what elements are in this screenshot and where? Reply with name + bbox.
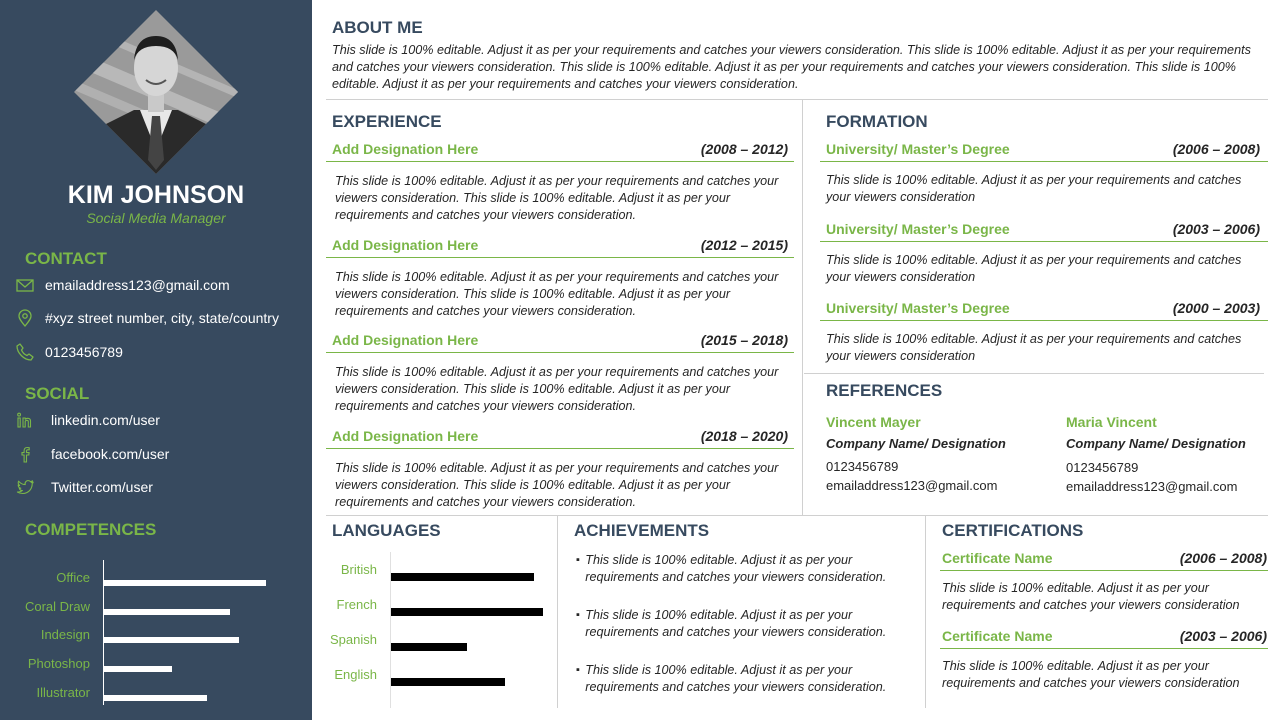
language-label: French [336,597,377,612]
language-bar [391,608,543,616]
experience-item-header [326,428,794,449]
reference-phone[interactable]: 0123456789 [826,459,899,474]
experience-heading: EXPERIENCE [332,112,442,131]
reference-phone[interactable]: 0123456789 [1066,460,1139,475]
competences-heading: COMPETENCES [25,520,157,539]
achievement-text: This slide is 100% editable. Adjust it as per your requirements and catches your viewers consideration. [585,663,887,694]
certifications-heading: CERTIFICATIONS [942,521,1084,540]
competence-bar [104,580,266,586]
bullet-icon: ▪ [576,609,580,621]
reference-email[interactable]: emailaddress123@gmail.com [826,478,998,493]
contact-heading: CONTACT [25,249,107,268]
envelope-icon [14,274,36,296]
language-label: British [340,562,377,577]
formation-item-text: This slide is 100% editable. Adjust it as per your requirements and catches your viewers consideration [826,332,1242,363]
achievement-text: This slide is 100% editable. Adjust it as per your requirements and catches your viewers consideration. [585,608,887,639]
experience-item-dates: (2008 – 2012) [700,141,788,157]
contact-email[interactable] [14,274,230,296]
phone-icon [14,341,36,363]
divider [925,516,926,708]
formation-item-header [820,221,1268,242]
experience-item-text: This slide is 100% editable. Adjust it as per your requirements and catches your viewers consideration. This slide is 100% editable. Adjust it as per your requirements and catches your viewers consideration. [335,365,779,413]
formation-item-title: University/ Master’s Degree [826,141,1010,157]
experience-item-title: Add Designation Here [332,427,479,444]
experience-item-dates: (2012 – 2015) [700,236,788,253]
social-twitter-text: Twitter.com/user [51,479,153,495]
formation-item-text: This slide is 100% editable. Adjust it as per your requirements and catches your viewers consideration [826,173,1242,204]
competence-bar [104,609,230,615]
experience-item-header [326,332,794,353]
language-bar [391,643,467,651]
formation-item-dates: (2003 – 2006) [1172,220,1260,237]
achievement-item [576,662,916,696]
divider [802,100,803,515]
social-twitter[interactable] [14,476,153,498]
contact-phone[interactable] [14,341,123,363]
social-linkedin-text: linkedin.com/user [51,412,160,428]
experience-item-header [326,141,794,162]
social-heading: SOCIAL [25,384,90,403]
profile-name: KIM JOHNSON [67,181,245,209]
certification-item-text: This slide is 100% editable. Adjust it as per your requirements and catches your viewers consideration [942,659,1240,690]
experience-item-text: This slide is 100% editable. Adjust it as per your requirements and catches your viewers consideration. This slide is 100% editable. Adjust it as per your requirements and catches your viewers consideration. [335,460,779,509]
reference-company: Company Name/ Designation [1066,436,1246,451]
competence-label: Illustrator [36,684,90,700]
competence-bar [104,637,239,643]
contact-phone-text: 0123456789 [45,344,123,360]
formation-heading: FORMATION [826,112,928,131]
experience-item-text: This slide is 100% editable. Adjust it as per your requirements and catches your viewers consideration. This slide is 100% editable. Adjust it as per your requirements and catches your viewers consideration. [335,269,779,318]
references-heading: REFERENCES [826,381,943,400]
twitter-bird-icon [14,476,36,498]
formation-item-title: University/ Master’s Degree [826,220,1010,237]
certification-item-header [940,550,1268,571]
reference-name: Maria Vincent [1066,414,1157,430]
achievement-text: This slide is 100% editable. Adjust it as per your requirements and catches your viewers consideration. [585,553,887,584]
linkedin-icon [14,409,36,431]
competence-bar [104,666,172,672]
language-label: Spanish [330,632,377,647]
certification-item-text: This slide is 100% editable. Adjust it as per your requirements and catches your viewers consideration [942,581,1240,612]
formation-item-dates: (2006 – 2008) [1172,141,1260,157]
profile-role: Social Media Manager [86,210,226,226]
achievements-heading: ACHIEVEMENTS [574,521,710,540]
formation-item-header [820,141,1268,162]
facebook-icon [14,443,36,465]
competence-label: Indesign [40,627,90,643]
contact-email-text: emailaddress123@gmail.com [45,277,230,293]
experience-item-dates: (2018 – 2020) [700,427,788,444]
profile-photo [74,10,238,174]
certification-item-title: Certificate Name [942,550,1053,566]
certification-item-dates: (2003 – 2006) [1179,628,1267,644]
contact-address [14,307,279,329]
experience-item-title: Add Designation Here [332,332,479,348]
certification-item-dates: (2006 – 2008) [1179,550,1267,566]
about-text: This slide is 100% editable. Adjust it as per your requirements and catches your viewers consideration. This slide is 100% editable. Adjust it as per your requirements and catches your viewers consideration. This slide is 100% editable. Adjust it as per your requirements and catches your viewers consideration. This slide is 100% editable. Adjust it as per your requirements and catches your viewers consideration. [332,43,1251,91]
languages-heading: LANGUAGES [332,521,441,540]
experience-item-header [326,237,794,258]
about-heading: ABOUT ME [332,18,423,37]
experience-item-title: Add Designation Here [332,141,479,157]
competence-label: Photoshop [27,656,90,672]
divider [326,99,1268,100]
social-facebook-text: facebook.com/user [51,446,170,462]
experience-item-title: Add Designation Here [332,236,479,253]
competence-label: Office [56,570,90,585]
bullet-icon: ▪ [576,554,580,566]
language-bar [391,573,534,581]
language-label: English [334,667,377,682]
formation-item-dates: (2000 – 2003) [1172,300,1260,316]
divider [804,373,1264,374]
divider [326,515,1268,516]
contact-address-text: #xyz street number, city, state/country [45,310,279,326]
certification-item-title: Certificate Name [942,628,1053,644]
formation-item-title: University/ Master’s Degree [826,300,1010,316]
social-linkedin[interactable] [14,409,160,431]
bullet-icon: ▪ [576,664,580,676]
reference-email[interactable]: emailaddress123@gmail.com [1066,479,1238,494]
reference-name: Vincent Mayer [826,414,921,430]
reference-company: Company Name/ Designation [826,436,1006,451]
formation-item-text: This slide is 100% editable. Adjust it as per your requirements and catches your viewers consideration [826,252,1242,284]
competence-label: Coral Draw [24,598,90,614]
experience-item-dates: (2015 – 2018) [700,332,788,348]
certification-item-header [940,628,1268,649]
competence-bar [104,695,207,701]
language-bar [391,678,505,686]
social-facebook[interactable] [14,443,169,465]
divider [557,516,558,708]
experience-item-text: This slide is 100% editable. Adjust it as per your requirements and catches your viewers consideration. This slide is 100% editable. Adjust it as per your requirements and catches your viewers consideration. [335,174,779,222]
achievement-item [576,607,916,641]
formation-item-header [820,300,1268,321]
location-pin-icon [14,307,36,329]
achievement-item [576,552,916,586]
sidebar [0,0,312,720]
